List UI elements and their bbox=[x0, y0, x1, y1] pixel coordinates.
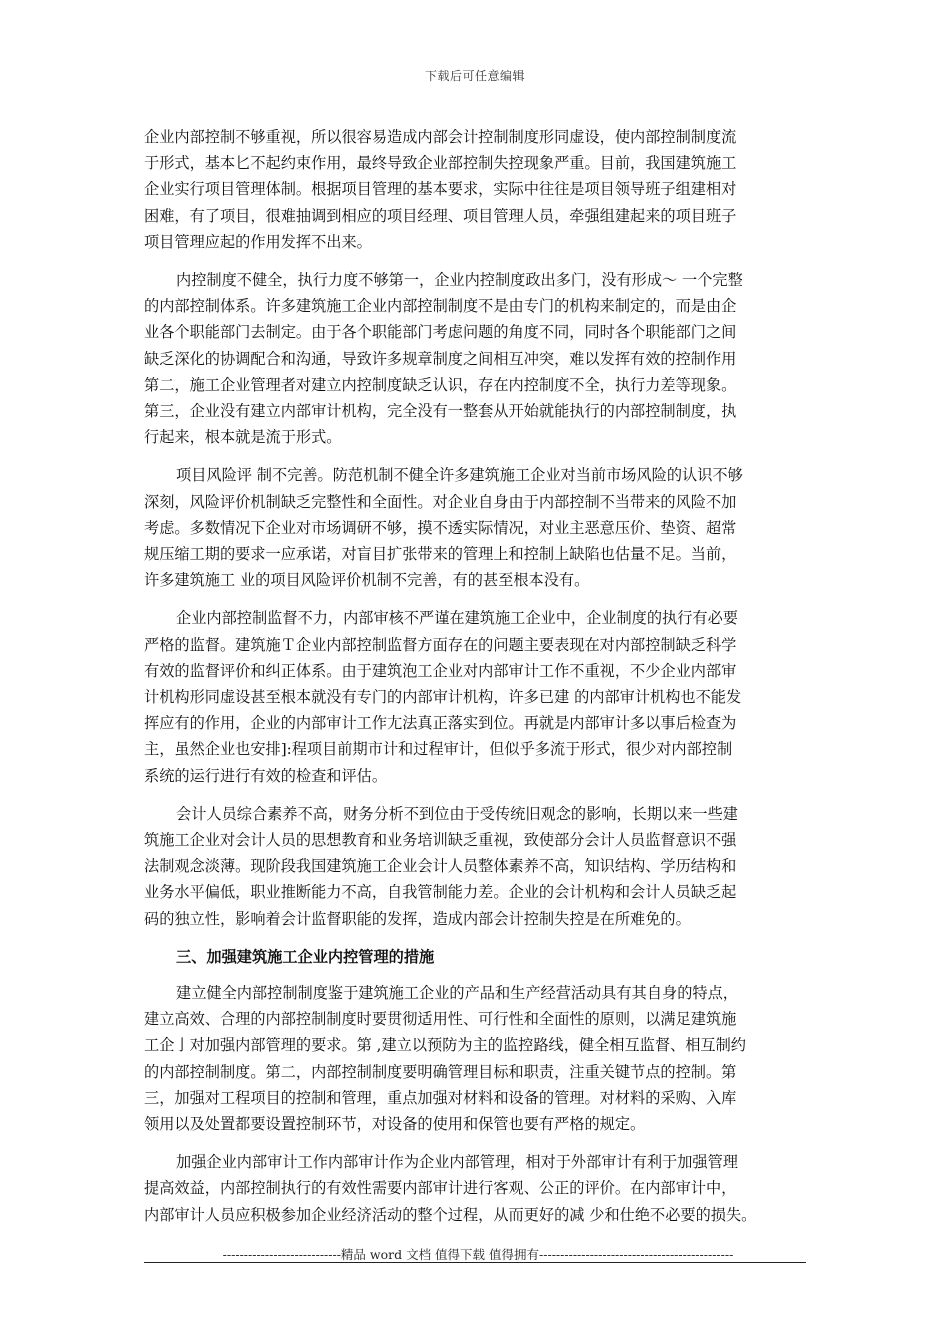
page-footer: ----------------------------精品 word 文档 值得下载 值得拥有---------------------------------------------- bbox=[222, 1247, 734, 1262]
paragraph-line: 计机构形同虚设甚至根本就没有专门的内部审计机构，许多已建 的内部审计机构也不能发 bbox=[144, 688, 742, 707]
paragraph-line: 提高效益，内部控制执行的有效性需要内部审计进行客观、公正的评价。在内部审计中， bbox=[144, 1179, 737, 1198]
paragraph bbox=[144, 801, 812, 932]
paragraph-line: 会计人员综合素养不高，财务分析不到位由于受传统旧观念的影响，长期以来一些建 bbox=[176, 804, 738, 823]
paragraph-line: 筑施工企业对会计人员的思想教育和业务培训缺乏重视，致使部分会计人员监督意识不强 bbox=[144, 831, 737, 850]
paragraph-line: 深刻，风险评价机制缺乏完整性和全面性。对企业自身由于内部控制不当带来的风险不加 bbox=[144, 492, 737, 511]
paragraph-line: 严格的监督。建筑施Ｔ企业内部控制监督方面存在的问题主要表现在对内部控制缺乏科学 bbox=[144, 635, 737, 654]
paragraph-line: 企业实行项目管理体制。根据项目管理的基本要求，实际中往往是项目领导班子组建相对 bbox=[144, 180, 737, 199]
paragraph-line: 的内部控制体系。许多建筑施工企业内部控制制度不是由专门的机构来制定的，而是由企 bbox=[144, 297, 737, 316]
paragraph-line: 码的独立性，影响着会计监督职能的发挥，造成内部会计控制失控是在所难免的。 bbox=[144, 909, 691, 928]
paragraph bbox=[144, 980, 812, 1137]
paragraph-line: 主，虽然企业也安排]:程项目前期市计和过程审计，但似乎多流于形式，很少对内部控制 bbox=[144, 740, 733, 759]
paragraph-line: 业务水平偏低，职业推断能力不高，自我管制能力差。企业的会计机构和会计人员缺乏起 bbox=[144, 883, 737, 902]
paragraph-line: 行起来，根本就是流于形式。 bbox=[144, 428, 342, 447]
paragraph-line: 企业内部控制不够重视，所以很容易造成内部会计控制制度形同虚设，使内部控制制度流 bbox=[144, 128, 737, 146]
paragraph-line: 企业内部控制监督不力，内部审核不严谨在建筑施工企业中，企业制度的执行有必要 bbox=[176, 609, 738, 628]
paragraph bbox=[144, 124, 812, 255]
paragraph-line: 挥应有的作用，企业的内部审计工作尢法真正落实到位。再就是内部审计多以事后检查为 bbox=[144, 714, 737, 733]
paragraph-line: 内控制度不健全，执行力度不够第一，企业内控制度政出多门，没有形成～ 一个完整 bbox=[176, 271, 743, 290]
paragraph-line: 三，加强对工程项目的控制和管理，重点加强对材料和设备的管理。对材料的采购、入库 bbox=[144, 1088, 737, 1107]
paragraph-line: 缺乏深化的协调配合和沟通，导致许多规章制度之间相互冲突，难以发挥有效的控制作用 bbox=[144, 349, 737, 368]
paragraph-line: 项目管理应起的作用发挥不出来。 bbox=[144, 232, 372, 251]
paragraph-line: 考虑。多数情况下企业对市场调研不够，摸不透实际情况，对业主恶意压价、垫资、超常 bbox=[144, 518, 737, 537]
document-body bbox=[144, 124, 812, 1240]
paragraph bbox=[144, 267, 812, 450]
page-header: 下载后可任意编辑 bbox=[424, 69, 525, 83]
paragraph-line: 工企亅对加强内部管理的要求。第 ,建立以预防为主的监控路线，健全相互监督、相互制约 bbox=[144, 1036, 746, 1055]
paragraph-line: 第二，施工企业管理者对建立内控制度缺乏认识，存在内控制度不全，执行力差等现象。 bbox=[144, 375, 737, 394]
paragraph-line: 建立健全内部控制制度鉴于建筑施工企业的产品和生产经营活动具有其自身的特点， bbox=[176, 983, 738, 1002]
paragraph-line: 的内部控制制度。第二，内部控制制度要明确管理目标和职责，注重关键节点的控制。第 bbox=[144, 1062, 737, 1081]
paragraph-line: 系统的运行进行有效的检查和评估。 bbox=[144, 766, 387, 785]
section-heading: 三、加强建筑施工企业内控管理的措施 bbox=[176, 947, 435, 966]
paragraphs-after-heading bbox=[144, 980, 812, 1228]
paragraph-line: 法制观念淡薄。现阶段我国建筑施工企业会计人员整体素养不高，知识结构、学历结构和 bbox=[144, 857, 737, 876]
paragraph-line: 困难，有了项目，很难抽调到相应的项目经理、项目管理人员，牵强组建起来的项目班子 bbox=[144, 206, 737, 225]
paragraph-line: 建立高效、合理的内部控制制度时要贯彻适用性、可行性和全面性的原则，以满足建筑施 bbox=[144, 1010, 737, 1029]
paragraph bbox=[144, 462, 812, 593]
paragraphs-before-heading bbox=[144, 124, 812, 932]
paragraph-line: 规压缩工期的要求一应承诺，对盲目扩张带来的管理上和控制上缺陷也估量不足。当前， bbox=[144, 545, 737, 564]
paragraph bbox=[144, 1149, 812, 1228]
paragraph bbox=[144, 605, 812, 788]
footer-rule bbox=[144, 1262, 806, 1263]
paragraph-line: 业各个职能部门去制定。由于各个职能部门考虑问题的角度不同，同时各个职能部门之间 bbox=[144, 323, 737, 342]
paragraph-line: 于形式，基本匕不起约束作用，最终导致企业部控制失控现象严重。目前，我国建筑施工 bbox=[144, 154, 737, 173]
paragraph-line: 内部审计人员应积极参加企业经济活动的整个过程，从而更好的减 少和仕绝不必要的损失。 bbox=[144, 1205, 757, 1224]
paragraph-line: 第三，企业没有建立内部审计机构，完全没有一整套从开始就能执行的内部控制制度，执 bbox=[144, 402, 737, 421]
paragraph-line: 有效的监督评价和纠正体系。由于建筑泡工企业对内部审计工作不重视，不少企业内部审 bbox=[144, 661, 737, 680]
paragraph-line: 领用以及处置都要设置控制环节，对设备的使用和保管也要有严格的规定。 bbox=[144, 1114, 646, 1133]
paragraph-line: 项目风险评 制不完善。防范机制不健全许多建筑施工企业对当前市场风险的认识不够 bbox=[176, 466, 743, 485]
paragraph-line: 加强企业内部审计工作内部审计作为企业内部管理，相对于外部审计有利于加强管理 bbox=[176, 1153, 738, 1172]
paragraph-line: 许多建筑施工 业的项目风险评价机制不完善，有的甚至根本没有。 bbox=[144, 571, 590, 590]
